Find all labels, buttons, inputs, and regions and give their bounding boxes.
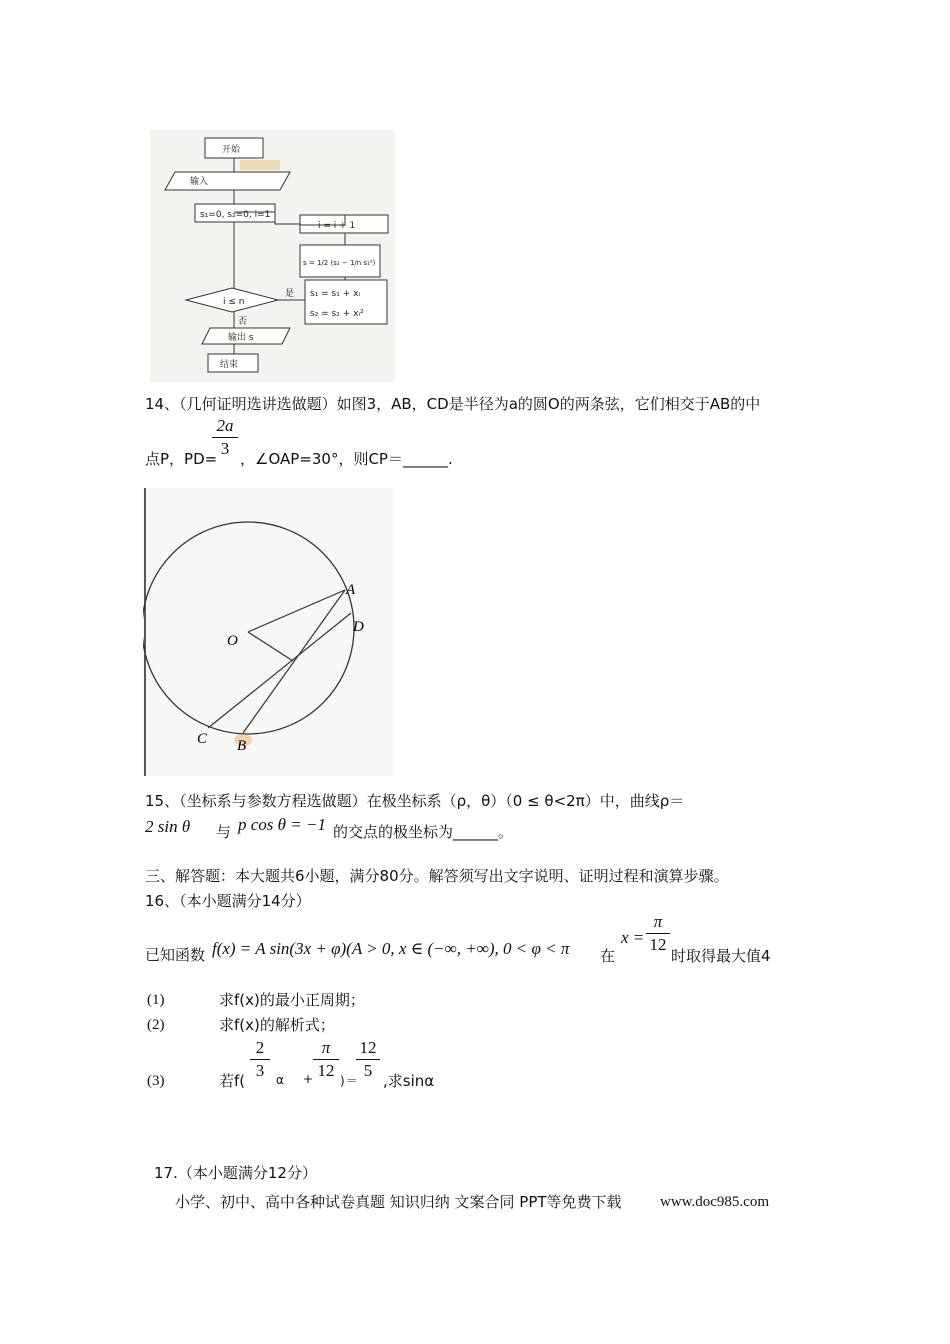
circle-svg <box>143 488 393 776</box>
fc-input-label: 输入 <box>190 177 209 187</box>
q16-part2-num: (2) <box>147 1017 165 1033</box>
fc-start-label: 开始 <box>222 145 241 155</box>
fc-update1-label: s₁ = s₁ + xᵢ <box>310 289 361 299</box>
footer-url[interactable]: www.doc985.com <box>660 1194 770 1210</box>
q16-f2-den: 12 <box>317 1061 335 1080</box>
fc-no-label: 否 <box>238 317 248 327</box>
q16-intro: 已知函数 <box>145 946 206 964</box>
q16-x-num: π <box>653 912 663 931</box>
fc-yes-label: 是 <box>285 289 295 299</box>
fc-input-box <box>165 172 290 190</box>
q15-tail: 的交点的极坐标为______。 <box>333 823 514 841</box>
q16-f1-fraction <box>250 1038 270 1081</box>
fc-update2-label: s₂ = s₂ + xᵢ² <box>310 309 364 319</box>
q14-line2-a: 点P，PD= <box>145 450 218 468</box>
fc-output-label: 输出 s <box>228 333 254 343</box>
q16-f1-bar <box>250 1059 270 1060</box>
q16-at: 在 <box>600 947 616 965</box>
q14-line2-b: ，∠OAP=30°，则CP＝______. <box>240 450 453 468</box>
label-C: C <box>197 731 208 747</box>
label-B: B <box>237 738 247 754</box>
q16-title: 16、（本小题满分14分） <box>145 892 311 910</box>
q16-f1-num: 2 <box>255 1038 265 1057</box>
q16-f2-num: π <box>321 1038 331 1057</box>
q16-x-bar <box>646 933 670 934</box>
q16-f2-bar <box>313 1059 339 1060</box>
flowchart-svg <box>150 130 395 382</box>
q16-f3-den: 5 <box>363 1061 373 1080</box>
q16-x-fraction <box>646 912 670 955</box>
q14-line1: 14、（几何证明选讲选做题）如图3，AB，CD是半径为a的圆O的两条弦，它们相交于AB的中 <box>145 395 761 413</box>
q16-f3-num: 12 <box>359 1038 377 1057</box>
q16-f3-fraction <box>356 1038 380 1081</box>
q16-f3-bar <box>356 1059 380 1060</box>
q16-x-eq: x = <box>621 928 645 947</box>
q16-part2: 求f(x)的解析式； <box>219 1016 335 1034</box>
q17-title: 17.（本小题满分12分） <box>154 1164 317 1182</box>
q15-line1: 15、（坐标系与参数方程选做题）在极坐标系（ρ，θ）（0 ≤ θ<2π）中，曲线ρ＝ <box>145 792 685 810</box>
q16-x-den: 12 <box>649 935 667 954</box>
q16-tail: 时取得最大值4 <box>671 947 771 965</box>
q16-eq: )＝ <box>340 1074 359 1088</box>
q16-alpha: α <box>276 1073 285 1087</box>
q16-part1-num: (1) <box>147 992 165 1008</box>
q16-part3-num: (3) <box>147 1073 165 1089</box>
q15-connector: 与 <box>216 823 232 841</box>
circle-figure <box>143 488 393 776</box>
label-A: A <box>346 582 356 598</box>
fc-end-label: 结束 <box>220 360 239 370</box>
fc-increment-label: i = i + 1 <box>318 221 356 231</box>
q16-f1-den: 3 <box>255 1061 265 1080</box>
q14-frac-bar <box>212 437 238 438</box>
footer-text: 小学、初中、高中各种试卷真题 知识归纳 文案合同 PPT等免费下载 <box>175 1193 622 1211</box>
q14-frac-den: 3 <box>220 439 230 458</box>
q16-f2-fraction <box>313 1038 339 1081</box>
q16-part1: 求f(x)的最小正周期； <box>219 991 365 1009</box>
q14-frac-num: 2a <box>216 416 234 435</box>
label-D: D <box>353 619 364 635</box>
fc-condition-label: i ≤ n <box>223 297 245 307</box>
q14-fraction <box>212 416 238 459</box>
label-O: O <box>227 633 238 649</box>
q16-plus: + <box>303 1072 315 1086</box>
section3-heading: 三、解答题：本大题共6小题，满分80分。解答须写出文字说明、证明过程和演算步骤。 <box>145 867 729 885</box>
fc-compute-label: s = 1/2 (s₂ − 1/n s₁²) <box>303 259 376 267</box>
flowchart-figure <box>150 130 395 382</box>
fc-init-label: s₁=0, s₂=0, i=1 <box>200 210 271 220</box>
q16-part3-b: ,求sinα <box>383 1072 435 1090</box>
q16-formula: f(x) = A sin(3x + φ)(A > 0, x ∈ (−∞, +∞), 0 < φ < π <box>212 939 570 958</box>
q16-part3-a: 若f( <box>219 1072 246 1090</box>
q15-eq2: p cos θ = −1 <box>238 815 326 834</box>
q15-eq1: 2 sin θ <box>145 817 191 836</box>
